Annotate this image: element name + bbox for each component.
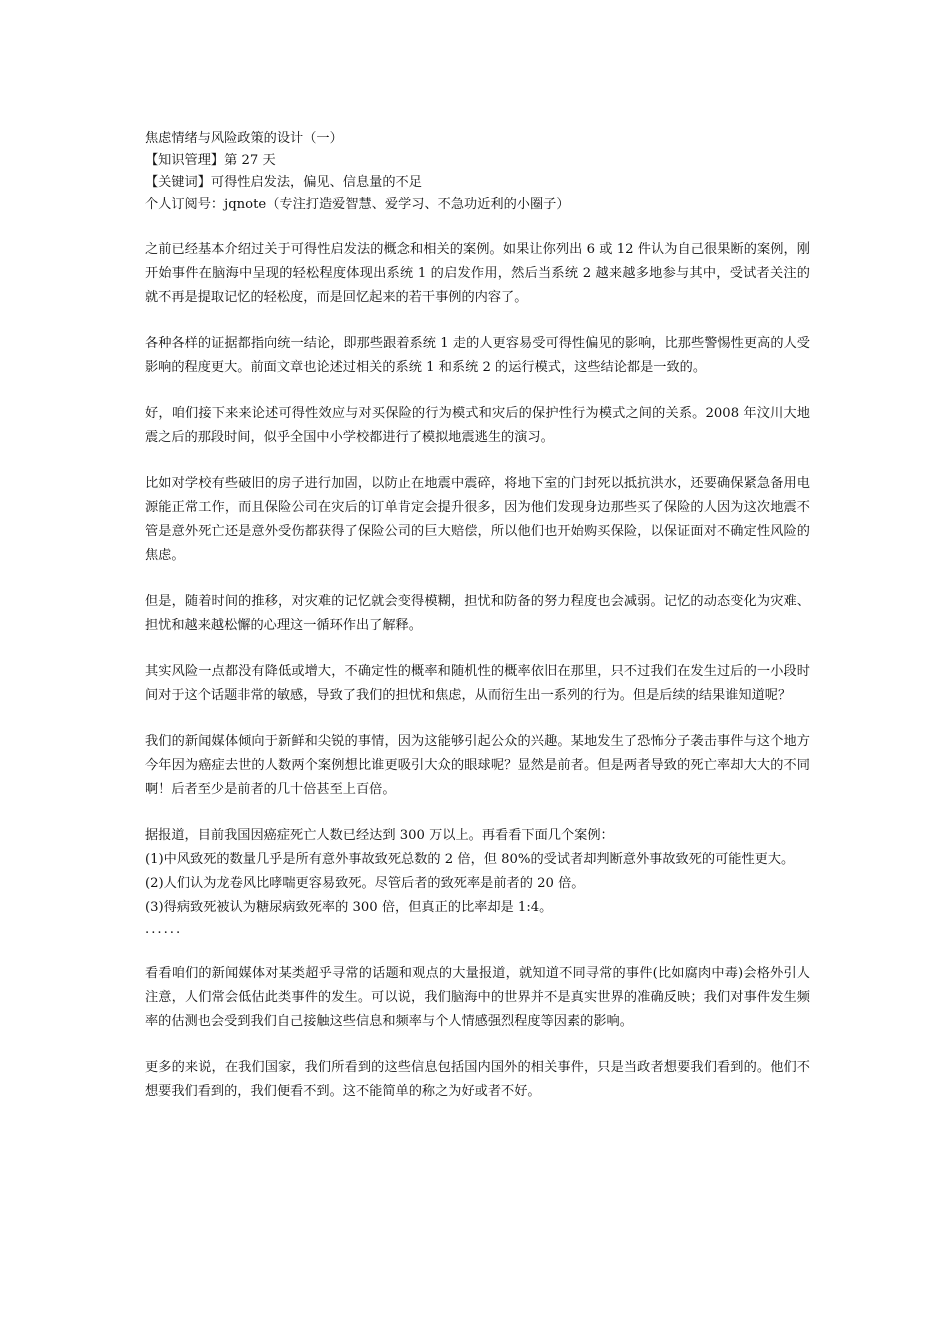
article-title: 焦虑情绪与风险政策的设计（一） bbox=[145, 131, 343, 146]
case-item: (1)中风致死的数量几乎是所有意外事故致死总数的 2 倍，但 80%的受试者却判断意外事故致死的可能性更大。 bbox=[145, 852, 795, 867]
paragraph: 但是，随着时间的推移，对灾难的记忆就会变得模糊，担忧和防备的努力程度也会减弱。记忆的动态变化为灾难、担忧和越来越松懈的心理这一循环作出了解释。 bbox=[145, 594, 810, 633]
keywords-line: 【关键词】可得性启发法，偏见、信息量的不足 bbox=[145, 175, 422, 190]
article-header bbox=[145, 128, 810, 216]
subscription-line: 个人订阅号：jqnote（专注打造爱智慧、爱学习、不急功近利的小圈子） bbox=[145, 197, 570, 212]
paragraph: 比如对学校有些破旧的房子进行加固，以防止在地震中震碎，将地下室的门封死以抵抗洪水，还要确保紧急备用电源能正常工作，而且保险公司在灾后的订单肯定会提升很多，因为他们发现身边那些买了保险的人因为这次地震不管是意外死亡还是意外受伤都获得了保险公司的巨大赔偿，所以他们也开始购买保险，以保证面对不确定性风险的焦虑。 bbox=[145, 476, 810, 563]
case-list-lead: 据报道，目前我国因癌症死亡人数已经达到 300 万以上。再看看下面几个案例： bbox=[145, 828, 614, 843]
case-list bbox=[145, 824, 810, 940]
document-page bbox=[145, 128, 810, 1126]
paragraph: 各种各样的证据都指向统一结论，即那些跟着系统 1 走的人更容易受可得性偏见的影响，比那些警惕性更高的人受影响的程度更大。前面文章也论述过相关的系统 1 和系统 2 的运行模式，这些结论都是一致的。 bbox=[145, 336, 810, 375]
category-line: 【知识管理】第 27 天 bbox=[145, 153, 276, 168]
case-item: (2)人们认为龙卷风比哮喘更容易致死。尽管后者的致死率是前者的 20 倍。 bbox=[145, 876, 585, 891]
closing-paragraph: 看看咱们的新闻媒体对某类超乎寻常的话题和观点的大量报道，就知道不同寻常的事件(比如腐肉中毒)会格外引人注意，人们常会低估此类事件的发生。可以说，我们脑海中的世界并不是真实世界的准确反映；我们对事件发生频率的估测也会受到我们自己接触这些信息和频率与个人情感强烈程度等因素的影响。 bbox=[145, 966, 810, 1029]
closing-paragraph: 更多的来说，在我们国家，我们所看到的这些信息包括国内国外的相关事件，只是当政者想要我们看到的。他们不想要我们看到的，我们便看不到。这不能简单的称之为好或者不好。 bbox=[145, 1060, 810, 1099]
case-item: (3)得病致死被认为糖尿病致死率的 300 倍，但真正的比率却是 1:4。 bbox=[145, 900, 553, 915]
case-ellipsis: ...... bbox=[145, 922, 183, 937]
paragraph: 我们的新闻媒体倾向于新鲜和尖锐的事情，因为这能够引起公众的兴趣。某地发生了恐怖分子袭击事件与这个地方今年因为癌症去世的人数两个案例想比谁更吸引大众的眼球呢？显然是前者。但是两者导致的死亡率却大大的不同啊！后者至少是前者的几十倍甚至上百倍。 bbox=[145, 734, 810, 797]
paragraph: 其实风险一点都没有降低或增大，不确定性的概率和随机性的概率依旧在那里，只不过我们在发生过后的一小段时间对于这个话题非常的敏感，导致了我们的担忧和焦虑，从而衍生出一系列的行为。但是后续的结果谁知道呢？ bbox=[145, 664, 810, 703]
paragraph: 好，咱们接下来来论述可得性效应与对买保险的行为模式和灾后的保护性行为模式之间的关系。2008 年汶川大地震之后的那段时间，似乎全国中小学校都进行了模拟地震逃生的演习。 bbox=[145, 406, 810, 445]
paragraph: 之前已经基本介绍过关于可得性启发法的概念和相关的案例。如果让你列出 6 或 12 件认为自己很果断的案例，刚开始事件在脑海中呈现的轻松程度体现出系统 1 的启发作用，然后当系统 2 越来越多地参与其中，受试者关注的就不再是提取记忆的轻松度，而是回忆起来的若干事例的内容了。 bbox=[145, 242, 810, 305]
